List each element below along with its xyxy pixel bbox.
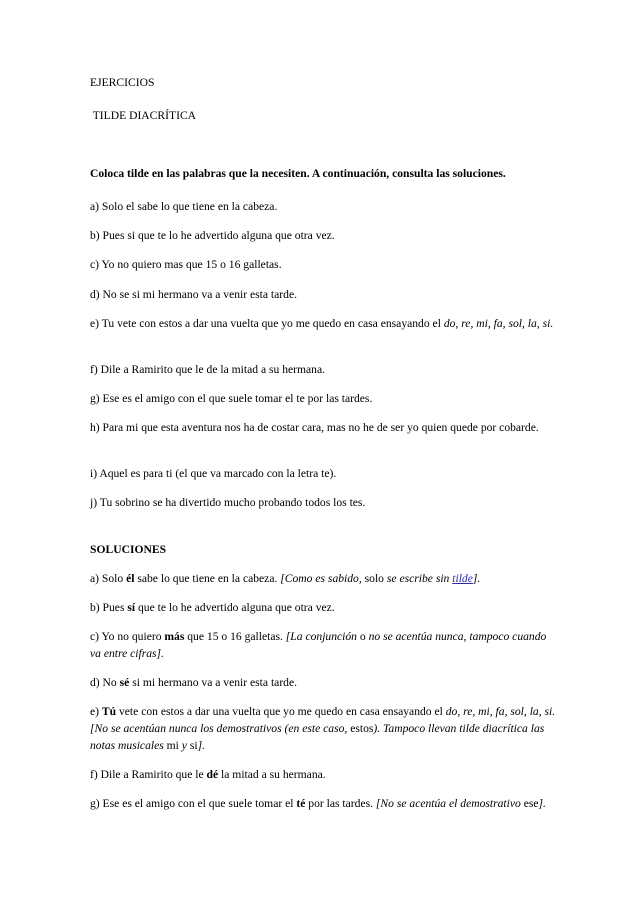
- exercise-c: c) Yo no quiero mas que 15 o 16 galletas.: [90, 258, 282, 271]
- solution-a-note: [Como es sabido,: [280, 572, 365, 585]
- exercise-i: i) Aquel es para ti (el que va marcado con la letra te).: [90, 467, 337, 480]
- solution-c-note2: no se acentúa nunca, tampoco cuando va entre cifras].: [90, 630, 547, 660]
- page-subtitle: TILDE DIACRÍTICA: [90, 109, 197, 122]
- solution-a-note3: ].: [472, 572, 481, 585]
- exercise-f: f) Dile a Ramirito que le de la mitad a su hermana.: [90, 363, 326, 376]
- solution-e: [90, 703, 560, 754]
- exercise-j: j) Tu sobrino se ha divertido mucho probando todos los tes.: [90, 496, 366, 509]
- solution-e-note2: ). Tampoco llevan tilde diacrítica las notas musicales: [90, 722, 545, 752]
- exercise-g: g) Ese es el amigo con el que suele tomar el te por las tardes.: [90, 392, 373, 405]
- solution-d-post: si mi hermano va a venir esta tarde.: [129, 676, 298, 689]
- exercise-d: d) No se si mi hermano va a venir esta tarde.: [90, 288, 298, 301]
- solution-b-post: que te lo he advertido alguna que otra vez.: [135, 601, 335, 614]
- solution-a-post: sabe lo que tiene en la cabeza.: [134, 572, 281, 585]
- solution-c: [90, 628, 560, 662]
- solution-a-pre: a) Solo: [90, 572, 127, 585]
- exercise-e: [90, 315, 560, 332]
- solution-a-word: él: [126, 572, 135, 585]
- tilde-link[interactable]: tilde: [452, 572, 473, 585]
- solution-f-post: la mitad a su hermana.: [218, 768, 326, 781]
- solution-g-note: [No se acentúa el demostrativo: [375, 797, 524, 810]
- solution-e-pre: e): [90, 705, 102, 718]
- solution-d: [90, 674, 560, 691]
- solution-g-note2: ].: [538, 797, 546, 810]
- solution-d-word: sé: [119, 676, 130, 689]
- solution-b-pre: b) Pues: [90, 601, 128, 614]
- solution-e-word: Tú: [101, 705, 117, 718]
- page-title: EJERCICIOS: [90, 76, 155, 89]
- solution-g-post: por las tardes.: [305, 797, 376, 810]
- solution-g-note-plain: ese: [523, 797, 539, 810]
- solution-e-plain3: si: [189, 739, 198, 752]
- solution-e-note1: do, re, mi, fa, sol, la, si. [No se acentúan nunca los demostrativos (en este caso,: [90, 705, 556, 735]
- exercise-b: b) Pues si que te lo he advertido alguna que otra vez.: [90, 229, 335, 242]
- solution-c-post: que 15 o 16 galletas.: [184, 630, 286, 643]
- instructions: Coloca tilde en las palabras que la necesiten. A continuación, consulta las soluciones.: [90, 167, 506, 180]
- solution-d-pre: d) No: [90, 676, 120, 689]
- exercise-a: a) Solo el sabe lo que tiene en la cabeza.: [90, 200, 278, 213]
- solution-g: [90, 795, 560, 812]
- solution-a-note2: se escribe sin: [383, 572, 453, 585]
- exercise-h: h) Para mi que esta aventura nos ha de costar cara, mas no he de ser yo quien quede por cobarde.: [90, 421, 539, 434]
- solution-g-pre: g) Ese es el amigo con el que suele tomar el: [90, 797, 297, 810]
- solution-e-note4: ].: [197, 739, 206, 752]
- solution-e-plain1: estos: [350, 722, 374, 735]
- solution-b: [90, 599, 560, 616]
- solution-f-pre: f) Dile a Ramirito que le: [90, 768, 207, 781]
- solution-c-word: más: [164, 630, 185, 643]
- solution-a-note-plain: solo: [364, 572, 384, 585]
- solution-e-note3: y: [178, 739, 190, 752]
- solution-a: [90, 570, 560, 587]
- solution-c-pre: c) Yo no quiero: [90, 630, 165, 643]
- solution-g-word: té: [296, 797, 306, 810]
- solution-b-word: sí: [127, 601, 136, 614]
- solutions-heading: SOLUCIONES: [90, 543, 167, 556]
- solution-f-word: dé: [206, 768, 219, 781]
- solution-f: [90, 766, 560, 783]
- solution-c-note-plain: o: [359, 630, 366, 643]
- solution-c-note: [La conjunción: [285, 630, 360, 643]
- solution-e-plain2: mi: [166, 739, 179, 752]
- exercise-e-notes: do, re, mi, fa, sol, la, si.: [443, 317, 554, 330]
- solution-e-post: vete con estos a dar una vuelta que yo me quedo en casa ensayando el: [116, 705, 446, 718]
- exercise-e-text: e) Tu vete con estos a dar una vuelta que yo me quedo en casa ensayando el: [90, 317, 444, 330]
